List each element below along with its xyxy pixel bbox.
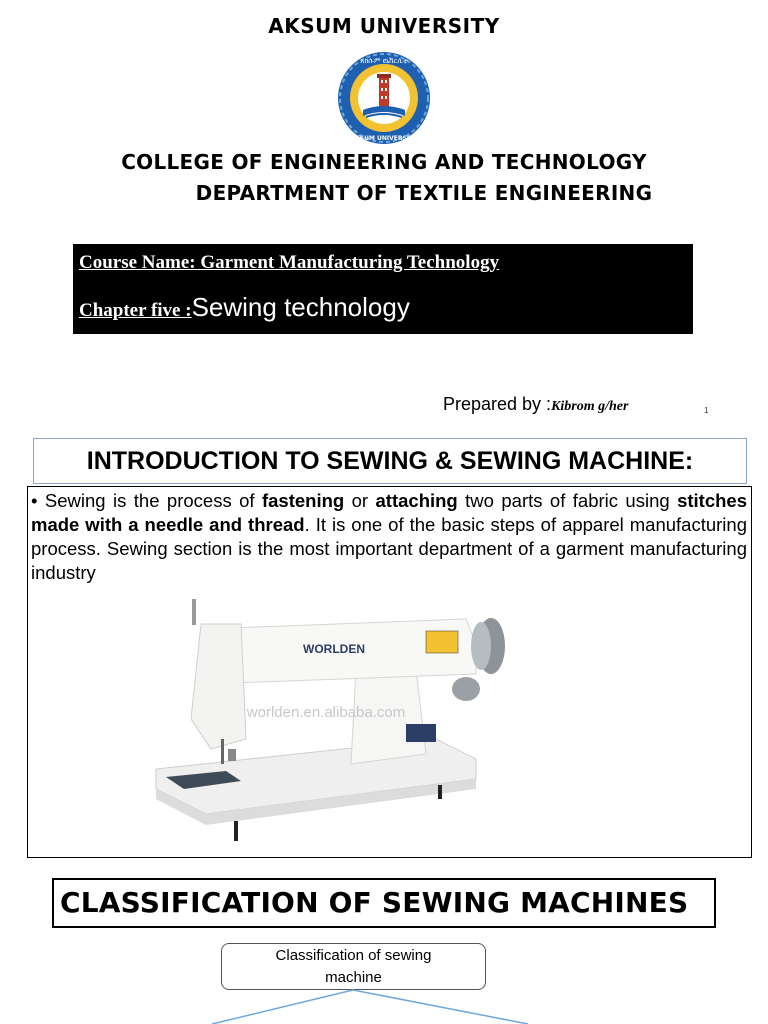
university-logo bbox=[331, 50, 437, 146]
machine-brand: WORLDEN bbox=[303, 642, 365, 656]
sewing-machine-image bbox=[146, 599, 506, 849]
connector-right bbox=[353, 990, 528, 1024]
department-name: DEPARTMENT OF TEXTILE ENGINEERING bbox=[195, 181, 653, 205]
chapter-label: Chapter five : bbox=[79, 300, 192, 321]
logo-text-top: አክሱም ዩኒቨርሲቲ bbox=[360, 57, 408, 65]
course-name: Course Name: Garment Manufacturing Technology bbox=[79, 252, 500, 273]
prepared-label: Prepared by : bbox=[443, 394, 552, 414]
page-number: 1 bbox=[704, 406, 709, 415]
author-name: Kibrom g/her bbox=[551, 399, 629, 414]
logo-text-bottom: AKSUM UNIVERSITY bbox=[350, 135, 418, 142]
bullet-marker: • bbox=[31, 490, 38, 511]
classification-root-node bbox=[221, 943, 486, 990]
university-name: AKSUM UNIVERSITY bbox=[268, 14, 500, 38]
tree-connectors bbox=[0, 985, 768, 1024]
prepared-by bbox=[443, 394, 628, 415]
course-banner bbox=[73, 244, 693, 334]
node-label-line2: machine bbox=[325, 969, 382, 986]
intro-paragraph bbox=[31, 489, 747, 585]
intro-content bbox=[27, 486, 752, 858]
intro-heading: INTRODUCTION TO SEWING & SEWING MACHINE: bbox=[33, 438, 747, 484]
text-run: Sewing is the process of bbox=[44, 490, 262, 511]
image-watermark: worlden.en.alibaba.com bbox=[246, 704, 406, 721]
bold-run: stitches made with a needle and thread bbox=[31, 490, 747, 535]
text-run: two parts of fabric using bbox=[457, 490, 678, 511]
bold-run: attaching bbox=[375, 490, 458, 511]
chapter-title: Sewing technology bbox=[191, 292, 410, 322]
text-run: . It is one of the basic steps of apparel manufacturing process. Sewing section is the most important department of a garment manufacturing industry bbox=[31, 514, 747, 583]
node-label-line1: Classification of sewing bbox=[275, 947, 432, 964]
college-name: COLLEGE OF ENGINEERING AND TECHNOLOGY bbox=[121, 150, 647, 174]
connector-left bbox=[212, 990, 353, 1024]
classification-heading: CLASSIFICATION OF SEWING MACHINES bbox=[52, 878, 716, 928]
text-run: or bbox=[344, 490, 376, 511]
bold-run: fastening bbox=[261, 490, 345, 511]
